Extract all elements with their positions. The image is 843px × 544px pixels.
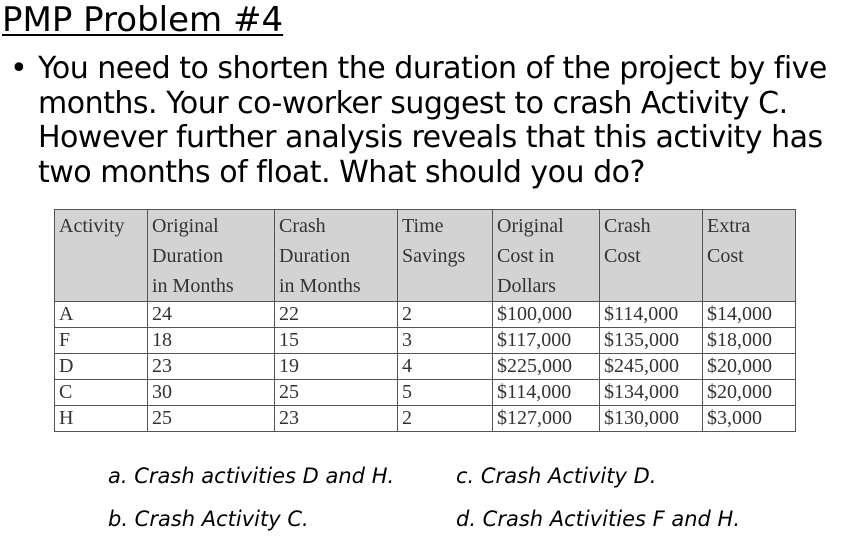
- table-row: [55, 354, 796, 380]
- cell-extra-cost: $20,000: [703, 354, 796, 380]
- cell-activity: H: [55, 406, 148, 432]
- cell-crash-cost: $130,000: [600, 406, 703, 432]
- header-time-savings: Time Savings: [398, 210, 493, 302]
- cell-extra-cost: $3,000: [703, 406, 796, 432]
- cell-original-cost: $114,000: [493, 380, 600, 406]
- slide-title: PMP Problem #4: [2, 0, 284, 40]
- header-original-cost: Original Cost in Dollars: [493, 210, 600, 302]
- activity-crash-table: [54, 209, 796, 432]
- cell-crash-duration: 15: [275, 328, 398, 354]
- cell-crash-cost: $245,000: [600, 354, 703, 380]
- cell-time-savings: 2: [398, 406, 493, 432]
- cell-original-duration: 23: [148, 354, 275, 380]
- cell-original-cost: $117,000: [493, 328, 600, 354]
- header-extra-cost: Extra Cost: [703, 210, 796, 302]
- cell-time-savings: 2: [398, 302, 493, 328]
- table-row: [55, 302, 796, 328]
- cell-extra-cost: $20,000: [703, 380, 796, 406]
- cell-original-cost: $225,000: [493, 354, 600, 380]
- header-crash-cost: Crash Cost: [600, 210, 703, 302]
- table-row: [55, 380, 796, 406]
- table-row: [55, 406, 796, 432]
- cell-original-cost: $127,000: [493, 406, 600, 432]
- answer-option-a: a. Crash activities D and H.: [108, 464, 395, 488]
- cell-activity: C: [55, 380, 148, 406]
- cell-activity: F: [55, 328, 148, 354]
- cell-extra-cost: $18,000: [703, 328, 796, 354]
- answer-option-b: b. Crash Activity C.: [108, 507, 309, 531]
- cell-original-duration: 18: [148, 328, 275, 354]
- cell-crash-cost: $114,000: [600, 302, 703, 328]
- cell-original-cost: $100,000: [493, 302, 600, 328]
- answer-option-d: d. Crash Activities F and H.: [456, 507, 741, 531]
- answer-option-c: c. Crash Activity D.: [456, 464, 657, 488]
- cell-activity: A: [55, 302, 148, 328]
- cell-crash-duration: 22: [275, 302, 398, 328]
- cell-extra-cost: $14,000: [703, 302, 796, 328]
- cell-original-duration: 24: [148, 302, 275, 328]
- cell-crash-cost: $134,000: [600, 380, 703, 406]
- table-row: [55, 328, 796, 354]
- question-text: You need to shorten the duration of the project by five months. Your co-worker suggest to crash Activity C. However further analysis reveals that this activity has two months of float. What should you do?: [38, 51, 827, 190]
- cell-crash-duration: 19: [275, 354, 398, 380]
- cell-crash-duration: 25: [275, 380, 398, 406]
- header-activity: Activity: [55, 210, 148, 302]
- cell-crash-cost: $135,000: [600, 328, 703, 354]
- cell-time-savings: 3: [398, 328, 493, 354]
- cell-time-savings: 4: [398, 354, 493, 380]
- header-crash-duration: Crash Duration in Months: [275, 210, 398, 302]
- bullet-marker: •: [10, 51, 28, 86]
- cell-crash-duration: 23: [275, 406, 398, 432]
- cell-activity: D: [55, 354, 148, 380]
- cell-time-savings: 5: [398, 380, 493, 406]
- table-header-row: [55, 210, 796, 302]
- cell-original-duration: 25: [148, 406, 275, 432]
- cell-original-duration: 30: [148, 380, 275, 406]
- header-original-duration: Original Duration in Months: [148, 210, 275, 302]
